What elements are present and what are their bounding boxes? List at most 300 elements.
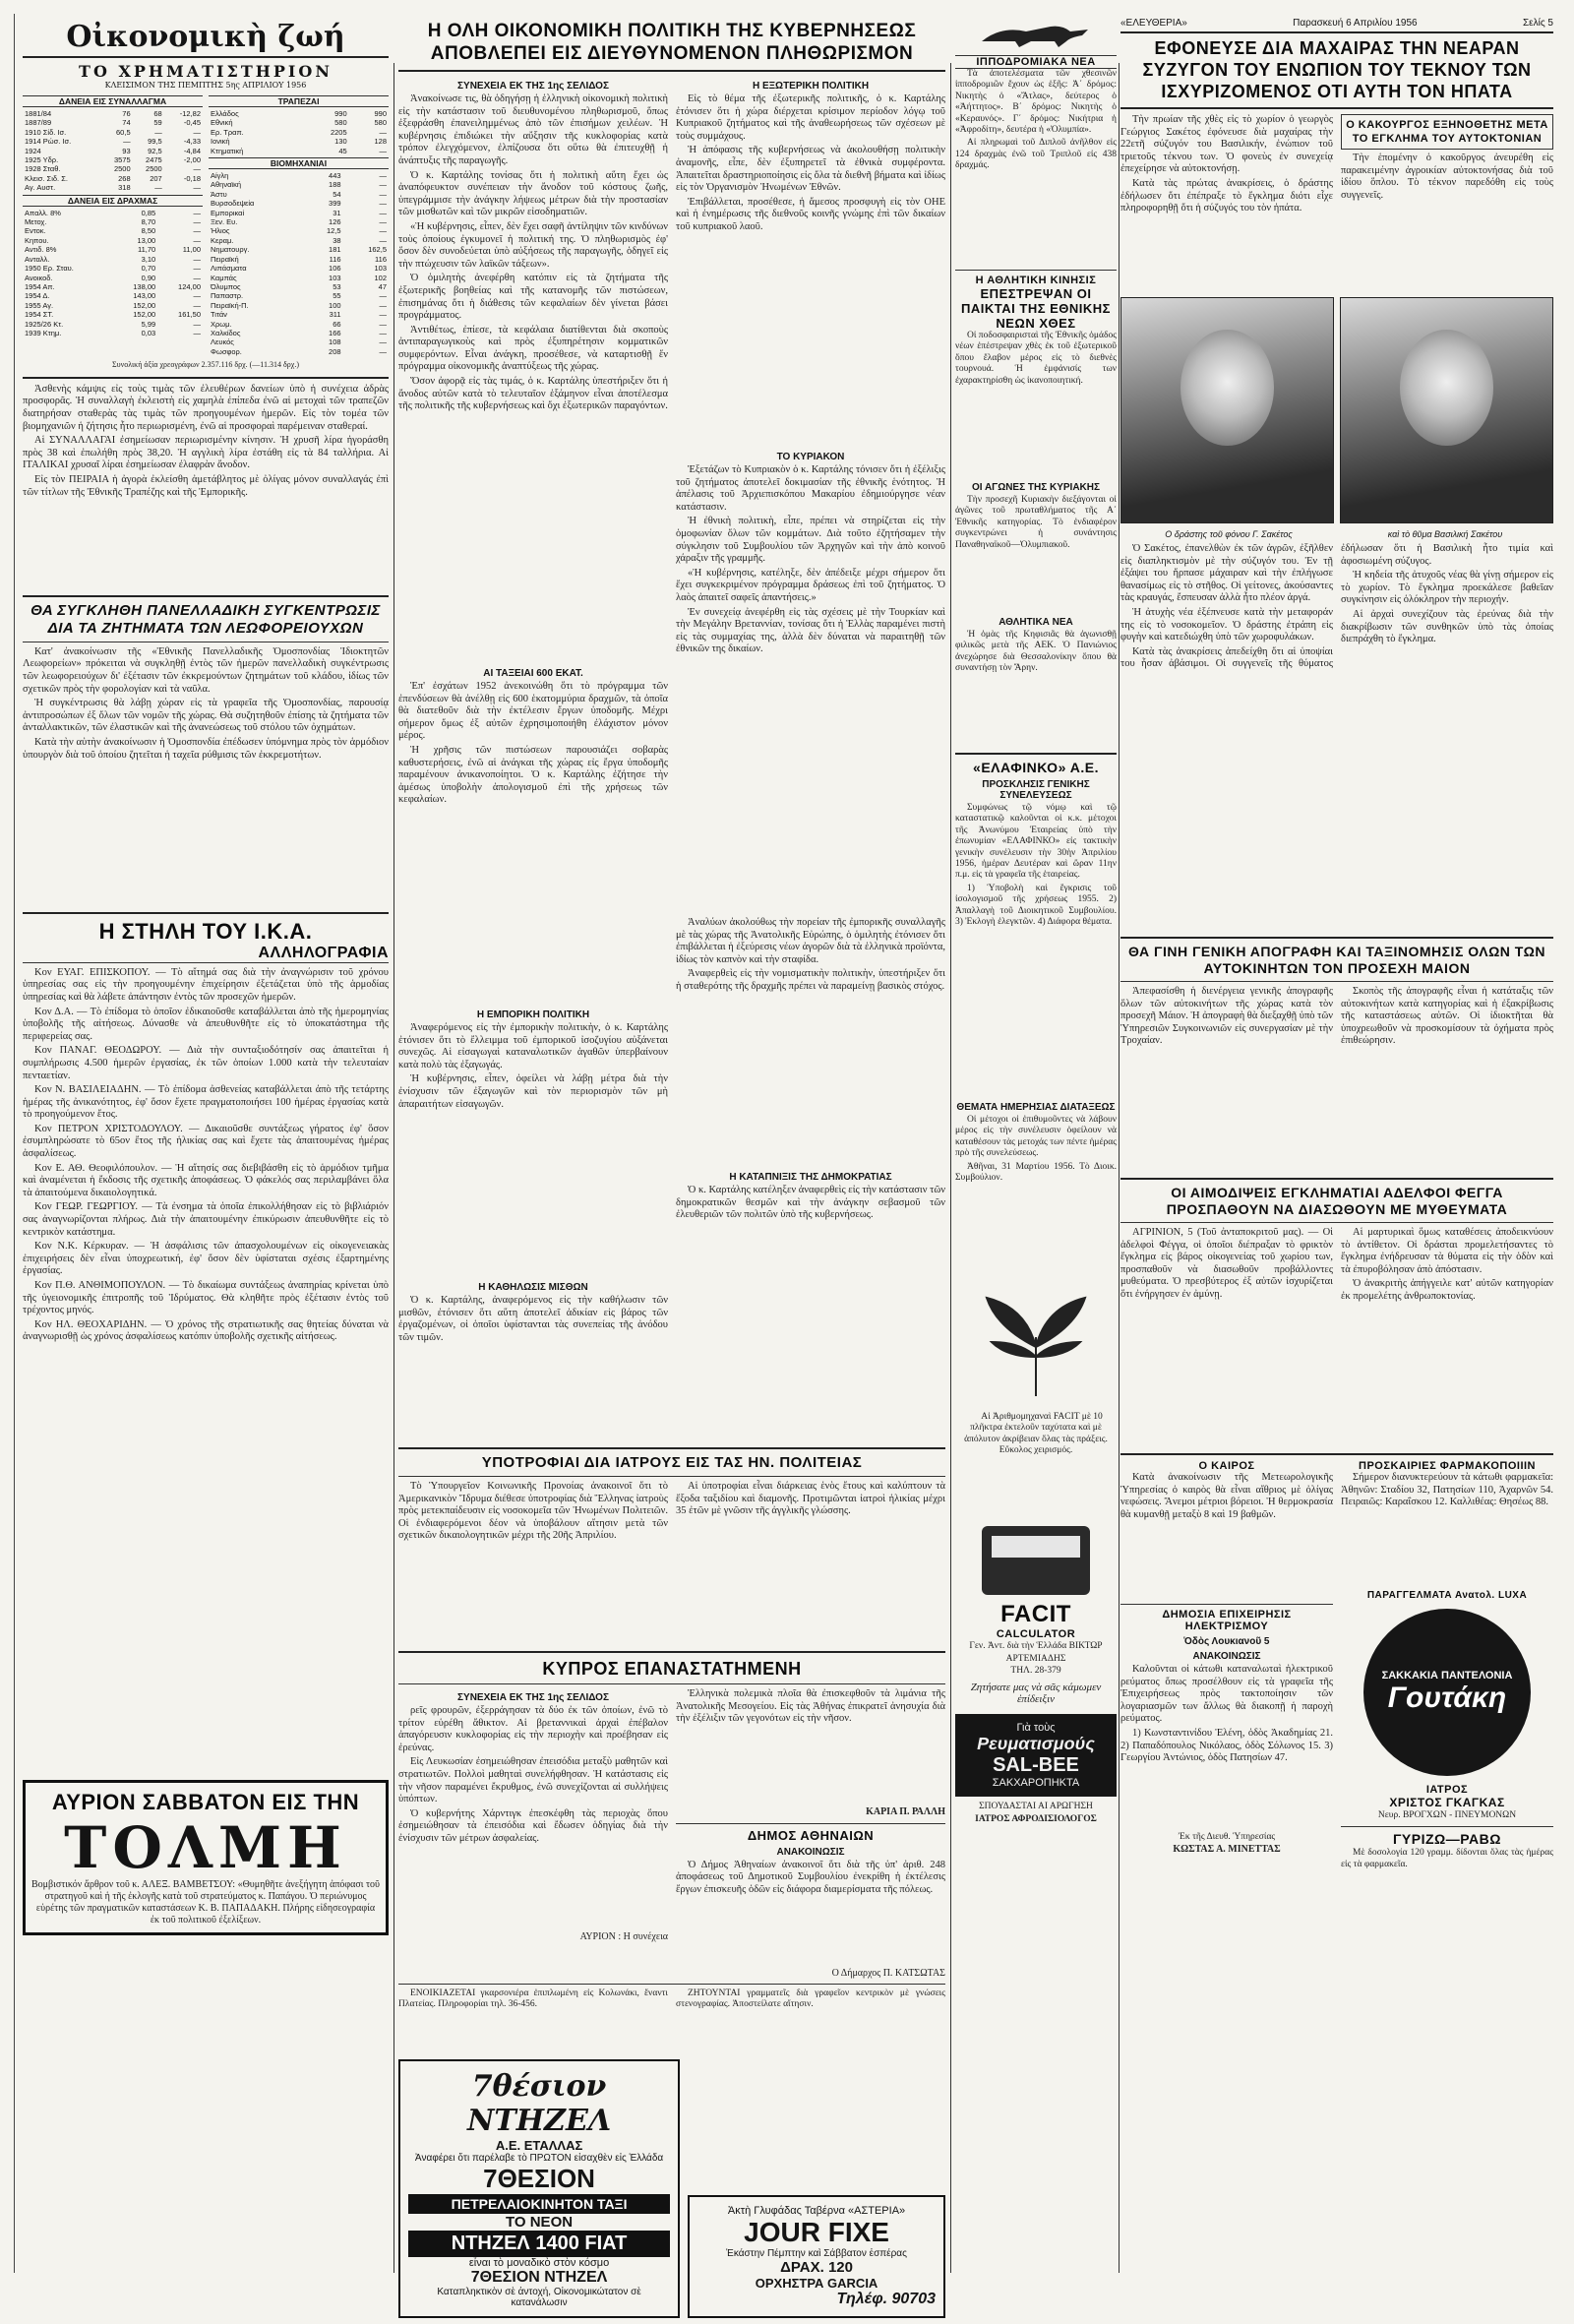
table-row (209, 347, 389, 356)
news-column (1120, 14, 1553, 2273)
table-row (209, 137, 389, 146)
row-value: 103 (329, 273, 341, 282)
row-label: 1914 Ρώσ. Ισ. (25, 137, 72, 147)
salbee-for: Γιὰ τοὺς (1016, 1721, 1056, 1734)
exchange-title: ΤΟ ΧΡΗΜΑΤΙΣΤΗΡΙΟΝ (79, 62, 333, 81)
murder-body-a: Τὴν πρωίαν τῆς χθὲς εἰς τὸ χωρίον ὁ γεωργὸς Γεώργιος Σακέτος ἐφόνευσε διὰ μαχαίρας τὴν 22ετῆ σύζυγόν του Βασιλικήν, ἐνώπιον τοῦ τριετοῦς τέκνου των. Ὁ φονεὺς ἐν συνεχείᾳ ἐπεχείρησε νὰ αὐτοκτονήσῃ. Κατὰ τὰς πρώτας ἀνακρίσεις, ὁ δράστης ἐδήλωσεν ὅτι ἐπέπραξε τὸ ἔγκλημα διότι εἶχε πληροφορηθῇ ὅτι ἡ σύζυγός του τὸν ἠπάτα. (1120, 114, 1333, 214)
row-value: — (193, 226, 201, 236)
row-value: — (154, 127, 162, 137)
row-value: 100 (329, 300, 341, 310)
row-value: — (379, 199, 387, 209)
table-row (209, 301, 389, 310)
row-label: Βυρσοδεψεία (211, 199, 255, 209)
facit-phone: ΤΗΛ. 28-379 (1010, 1666, 1061, 1677)
row-value: — (193, 208, 201, 217)
facit-body: Αἱ Ἀριθμομηχαναὶ FACIT μὲ 10 πλῆκτρα ἐκτελοῦν ταχύτατα καὶ μὲ ἀπόλυτον ἀκρίβειαν ὅλας τὰς πράξεις. Εὔκολος χειρισμός. (964, 1412, 1108, 1456)
sports-body: Οἱ ποδοσφαιρισταὶ τῆς Ἐθνικῆς ὁμάδος νέων ἐπέστρεψαν χθὲς ἐκ τοῦ ἐξωτερικοῦ ὅπου ἔλαβον μέρος εἰς τὸ διεθνὲς τουρνουά. Ἡ ἐμφάνισίς των ἐχαρακτηρίσθη ὡς ἱκανοποιητική. (955, 331, 1117, 386)
sports-sub2: ΑΘΛΗΤΙΚΑ ΝΕΑ (999, 617, 1073, 628)
row-label: Λευκός (211, 337, 234, 347)
facit-agent: Γεν. Ἀντ. διὰ τὴν Ἑλλάδα ΒΙΚΤΩΡ ΑΡΤΕΜΙΑΔΗΣ (969, 1641, 1103, 1664)
row-value: 143,00 (133, 291, 156, 301)
row-value: 162,5 (368, 245, 387, 255)
doctor-ad-name: ΧΡΙΣΤΟΣ ΓΚΑΓΚΑΣ (1389, 1796, 1505, 1809)
row-label: Εμπορικαί (211, 208, 245, 217)
table-row (23, 183, 203, 192)
table-row (209, 190, 389, 199)
row-value: 99,5 (148, 137, 162, 147)
column-signature: ΚΩΣΤΑΣ Α. ΜΙΝΕΤΤΑΣ (1173, 1843, 1281, 1855)
row-value: 399 (329, 199, 341, 209)
murder-body-c: Ὁ Σακέτος, ἐπανελθὼν ἐκ τῶν ἀγρῶν, ἐξῆλθεν εἰς διαπληκτισμὸν μὲ τὴν σύζυγόν του. Ἐν τῇ ἐξάψει του ἥρπασε μάχαιραν καὶ τὴν ἐπλήγωσε θανασίμως εἰς τὸ στῆθος. Οἱ γείτονες, ἀκούσαντες τὰς κραυγάς, ἔσπευσαν ἀλλὰ ἦτο πλέον ἀργά. Ἡ ἀτυχὴς νέα ἐξέπνευσε κατὰ τὴν μεταφοράν της εἰς τὸ νοσοκομεῖον. Ὁ δράστης ἐτράπη εἰς φυγὴν καὶ κατεδιώχθη ὑπὸ τῶν χωροφυλάκων. Κατὰ τὰς ἀνακρίσεις ἀπεδείχθη ὅτι αἱ ὑποψίαι του ἦσαν ἀβάσιμοι. Οἱ συγγενεῖς τῆς θύματος ἐδήλωσαν ὅτι ἡ Βασιλικὴ ἦτο τιμία καὶ ἀφοσιωμένη σύζυγος. Ἡ κηδεία τῆς ἀτυχοῦς νέας θὰ γίνῃ σήμερον εἰς τὸ χωρίον. Τὸ ἔγκλημα προεκάλεσε βαθεῖαν συγκίνησιν εἰς ὁλόκληρον τὴν περιοχήν. Αἱ ἀρχαὶ συνεχίζουν τὰς ἐρεύνας διὰ τὴν διακρίβωσιν τῶν συνθηκῶν ὑπὸ τὰς ὁποίας διεπράχθη τὸ ἔγκλημα. (1120, 543, 1553, 670)
doctor-line1: ΣΠΟΥΔΑΣΤΑΙ ΑΙ ΑΡΩΓΗΣΗ (979, 1801, 1093, 1811)
ika-subtitle: ΑΛΛΗΛΟΓΡΑΦΙΑ (23, 945, 389, 963)
murder-body-b: Τὴν ἑπομένην ὁ κακοῦργος ἀνευρέθη εἰς παρακειμένην ἀγροικίαν αὐτοκτονήσας διὰ τοῦ ἰδίου ὅπλου. Τὸ τέκνον παρεδόθη εἰς τοὺς συγγενεῖς. (1341, 153, 1553, 201)
row-value: 47 (378, 281, 387, 291)
table-row (23, 209, 203, 217)
photo-captions (1120, 529, 1553, 539)
athens-subtitle: ΑΝΑΚΟΙΝΩΣΙΣ (776, 1846, 845, 1858)
economy-column (23, 14, 389, 2273)
row-value: 207 (150, 173, 162, 183)
taxi-ad-repeat: 7ΘΕΣΙΟΝ ΝΤΗΖΕΛ (470, 2269, 608, 2287)
sports-body-c: Ἡ ὁμὰς τῆς Κηφισιᾶς θὰ ἀγωνισθῇ φιλικῶς μετὰ τῆς ΑΕΚ. Ὁ Πανιώνιος ἀνεχώρησε διὰ Θεσσαλονίκην ὅπου θὰ συναντήσῃ τὸν Ἄρην. (955, 630, 1117, 674)
table-row (209, 147, 389, 155)
row-value: 128 (374, 137, 387, 147)
table-row (23, 118, 203, 127)
subhead-600: ΑΙ ΤΑΞΕΙΑΙ 600 ΕΚΑΤ. (483, 668, 583, 679)
row-label: Χαλκίδος (211, 328, 241, 337)
row-label: Τιτάν (211, 310, 227, 320)
page-date: Παρασκευή 6 Απριλίου 1956 (1293, 18, 1418, 29)
table-row (23, 147, 203, 155)
row-label: 1950 Ερ. Σταυ. (25, 264, 74, 274)
row-value: 0,85 (141, 208, 156, 217)
row-value: — (379, 346, 387, 356)
table-row (209, 118, 389, 127)
row-label: Κηπου. (25, 235, 49, 245)
photo-victim (1340, 297, 1553, 523)
table-row (23, 282, 203, 291)
row-label: Απαλλ. 8% (25, 208, 61, 217)
table-row (23, 128, 203, 137)
policy-body-f: Ἐξετάζων τὸ Κυπριακὸν ὁ κ. Καρτάλης τόνισεν ὅτι ἡ ἐξέλιξις τοῦ ζητήματος ἀποτελεῖ δοκιμασίαν τῆς ἐθνικῆς ἑνότητος. Ἡ ἀπέλασις τοῦ Ἀρχιεπισκόπου Μακαρίου ἐδημιούργησε νέαν κατάστασιν. Ἡ ἐθνικὴ πολιτικὴ, εἶπε, πρέπει νὰ στηρίζεται εἰς τὴν ὁμοφωνίαν ὅλων τῶν κομμάτων. Διὰ τοῦτο ἐζητήσαμεν τὴν σύγκλησιν τοῦ Συμβουλίου τῶν Ἀρχηγῶν καὶ τὴν ἀπὸ κοινοῦ χάραξιν τῆς γραμμῆς. «Ἡ κυβέρνησις, κατέληξε, δὲν ἀπέδειξε μέχρι σήμερον ὅτι ἔχει συγκεκριμένον πρόγραμμα δράσεως ἐπὶ τοῦ ζητήματος. Ὁ λαὸς ἀπαιτεῖ σαφεῖς ἀπαντήσεις.» Ἐν συνεχείᾳ ἀνεφέρθη εἰς τὰς σχέσεις μὲ τὴν Τουρκίαν καὶ τὴν Μεγάλην Βρεταννίαν, τονίσας ὅτι ἡ Ἑλλὰς παραμένει πιστὴ εἰς τὰς συμμαχίας της, ἀλλὰ δὲν δύναται νὰ παραιτηθῇ τῶν ἐθνικῶν της δικαίων. (676, 464, 945, 655)
row-label: Παπαστρ. (211, 291, 244, 301)
row-value: 74 (122, 118, 131, 128)
ika-body: Κον ΕΥΑΓ. ΕΠΙΣΚΟΠΟΥ. — Τὸ αἴτημά σας διὰ τὴν ἀναγνώρισιν τοῦ χρόνου ὑπηρεσίας σας εἰς τὴν προηγουμένην ἐπιχείρησιν ἐξετάζεται ὑπὸ τῆς ἁρμοδίας ὑπηρεσίας καὶ θὰ λάβετε ἀπάντησιν ἐντὸς τῶν προσεχῶν ἡμερῶν. Κον Δ.Α. — Τὸ ἐπίδομα τὸ ὁποῖον ἐδικαιοῦσθε καταβάλλεται ἀπὸ τῆς ἡμερομηνίας ὑποβολῆς τῆς αἰτήσεως. Δύνασθε νὰ ἀπευθυνθῆτε εἰς τὸ ὑποκατάστημα τῆς περιφερείας σας. Κον ΠΑΝΑΓ. ΘΕΟΔΩΡΟΥ. — Διὰ τὴν συνταξιοδότησίν σας ἀπαιτεῖται ἡ συμπλήρωσις 4.500 ἡμερῶν ἐργασίας, ἐκ τῶν ὁποίων 1.000 κατὰ τὴν τελευταίαν πενταετίαν. Κον Ν. ΒΑΣΙΛΕΙΑΔΗΝ. — Τὸ ἐπίδομα ἀσθενείας καταβάλλεται ἀπὸ τῆς τετάρτης ἡμέρας τῆς ἀνικανότητος, ἐφ' ὅσον ἔχετε πραγματοποιήσει 100 ἡμέρας ἐργασίας κατὰ τὸ προηγούμενον ἔτος. Κον ΠΕΤΡΟΝ ΧΡΙΣΤΟΔΟΥΛΟΥ. — Δικαιοῦσθε συντάξεως γήρατος ἐφ' ὅσον ἐσυμπληρώσατε τὸ 65ον ἔτος τῆς ἡλικίας σας καὶ ἔχετε τὰς ἀπαιτουμένας ἡμέρας ἀσφαλίσεως. Κον Ε. ΑΘ. Θεοφιλόπουλον. — Ἡ αἴτησίς σας διεβιβάσθη εἰς τὸ ἁρμόδιον τμῆμα καὶ ἀναμένεται ἡ ἔκδοσις τῆς σχετικῆς ἀποφάσεως. Ὁ φάκελός σας περιλαμβάνει ὅλα τὰ ἀπαιτούμενα δικαιολογητικά. Κον ΓΕΩΡ. ΓΕΩΡΓΙΟΥ. — Τὰ ἐνσημα τὰ ὁποῖα ἐπικολλήθησαν εἰς τὸ βιβλιάριόν σας ἀναγνωρίζονται πλήρως. Διὰ τὴν ἀπαιτουμένην ἐπικύρωσιν ἀπευθυνθῆτε εἰς τὸ κεντρικὸν κατάστημα. Κον Ν.Κ. Κέρκυραν. — Ἡ ἀσφάλισις τῶν ἀπασχολουμένων εἰς οἰκογενειακὰς ἐπιχειρήσεις δὲν εἶναι ὑποχρεωτική, ἐφ' ὅσον δὲν ὑφίσταται σχέσις ἐξαρτημένης ἐργασίας. Κον Π.Θ. ΑΝΘΙΜΟΠΟΥΛΟΝ. — Τὸ δικαίωμα συντάξεως ἀναπηρίας κρίνεται ὑπὸ τῆς ὑγειονομικῆς ἐπιτροπῆς τοῦ Ἱδρύματος. Θὰ κληθῆτε πρὸς ἐξέτασιν ἐντὸς τοῦ τρέχοντος μηνός. Κον ΗΛ. ΘΕΟΧΑΡΙΔΗΝ. — Ὁ χρόνος τῆς στρατιωτικῆς σας θητείας δύναται νὰ ἀναγνωρισθῇ ὡς χρόνος ἀσφαλίσεως κατόπιν ὑποβολῆς σχετικῆς αἰτήσεως. (23, 966, 389, 1343)
table-row (23, 264, 203, 273)
subhead-cyprus-issue: ΤΟ ΚΥΡΙΑΚΟΝ (776, 452, 845, 462)
row-value: 106 (329, 264, 341, 274)
power-title: ΔΗΜΟΣΙΑ ΕΠΙΧΕΙΡΗΣΙΣ ΗΛΕΚΤΡΙΣΜΟΥ (1162, 1609, 1292, 1632)
table-row (23, 155, 203, 164)
cyprus-body-b: Ἑλληνικὰ πολεμικὰ πλοῖα θὰ ἐπισκεφθοῦν τὰ λιμάνια τῆς Ἀνατολικῆς Μεσογείου. Εἰς τὰς Ἀθήνας ἐπικρατεῖ ἀνησυχία διὰ τὴν ἐξέλιξιν τῶν γεγονότων εἰς τὴν νῆσον. (676, 1688, 945, 1725)
horse-logo (955, 14, 1117, 55)
row-value: -12,82 (179, 109, 201, 118)
row-value: — (379, 146, 387, 155)
table-row (209, 245, 389, 254)
bottom-section (1120, 1460, 1553, 1894)
pill-body: Μὲ δοσολογία 120 γραμμ. δίδονται ὅλας τὰς ἡμέρας εἰς τὰ φαρμακεῖα. (1341, 1847, 1553, 1870)
taverna-ad (688, 2195, 945, 2318)
classifieds: ΕΝΟΙΚΙΑΖΕΤΑΙ γκαρσονιέρα ἐπιπλωμένη εἰς Κολωνάκι, ἔναντι Πλατείας. Πληροφορίαι τηλ. 36-456. ΖΗΤΟΥΝΤΑΙ γραμματεῖς διὰ γραφεῖον κεντρικὸν μὲ γνώσεις στενογραφίας. Ἀποστείλατε αἴτησιν. (398, 1988, 945, 2010)
facit-leaf-graphic (977, 1288, 1095, 1406)
table-row (23, 245, 203, 254)
table-row (209, 226, 389, 235)
row-value: 208 (329, 346, 341, 356)
row-value: 0,90 (141, 273, 156, 282)
policy-text-columns (398, 77, 945, 1442)
row-value: 11,00 (182, 245, 201, 255)
row-value: — (379, 328, 387, 337)
table-row (23, 310, 203, 319)
goutaki-ad-text: ΣΑΚΚΑΚΙΑ ΠΑΝΤΕΛΟΝΙΑ (1381, 1670, 1513, 1682)
doctor-ad-specialty: Νευρ. ΒΡΟΓΧΩΝ - ΠΝΕΥΜΟΝΩΝ (1377, 1810, 1517, 1820)
loans-title: ΔΑΝΕΙΑ ΕΙΣ ΣΥΝΑΛΛΑΓΜΑ (23, 95, 203, 107)
row-value: 93 (122, 146, 131, 155)
signature: ΚΑΡΙΑ Π. ΡΑΛΛΗ (866, 1806, 945, 1817)
row-label: 1887/89 (25, 118, 52, 128)
table-row (209, 209, 389, 217)
row-value: 116 (375, 254, 387, 264)
table-row (209, 171, 389, 180)
row-value: — (379, 310, 387, 320)
row-label: Αντιδ. 8% (25, 245, 57, 255)
cyprus-title: ΚΥΠΡΟΣ ΕΠΑΝΑΣΤΑΤΗΜΕΝΗ (542, 1659, 802, 1679)
census-title: ΘΑ ΓΙΝΗ ΓΕΝΙΚΗ ΑΠΟΓΡΑΦΗ ΚΑΙ ΤΑΞΙΝΟΜΗΣΙΣ ΟΛΩΝ ΤΩΝ ΑΥΤΟΚΙΝΗΤΩΝ ΤΟΝ ΠΡΟΣΕΧΗ ΜΑΙΟΝ (1128, 944, 1545, 976)
row-label: Κλεισ. Σιδ. Σ. (25, 173, 68, 183)
row-label: Εντοκ. (25, 226, 46, 236)
row-value: — (379, 291, 387, 301)
table-row (23, 255, 203, 264)
row-value: 138,00 (133, 281, 156, 291)
taxi-ad-brand: 7θέσιον ΝΤΗΖΕΛ (466, 2069, 612, 2139)
row-value: 188 (329, 180, 341, 190)
elafiko-subtitle: ΠΡΟΣΚΛΗΣΙΣ ΓΕΝΙΚΗΣ ΣΥΝΕΛΕΥΣΕΩΣ (982, 779, 1090, 801)
murder-subtitle: Ο ΚΑΚΟΥΡΓΟΣ ΕΞΗΝΟΘΕΤΗΣ ΜΕΤΑ ΤΟ ΕΓΚΛΗΜΑ ΤΟΥ ΑΥΤΟΚΤΟΝΙΑΝ (1341, 114, 1553, 150)
policy-body-e: Ὁ κ. Καρτάλης, ἀναφερόμενος εἰς τὴν καθήλωσιν τῶν μισθῶν, ἐτόνισεν ὅτι αὕτη ἀποτελεῖ ἀδικίαν εἰς βάρος τῶν ἐργαζομένων, οἱ ὁποῖοι ὑφίστανται τὰς συνεπείας τῆς ἀνόδου τῶν τιμῶν. (398, 1295, 668, 1343)
brothers-body: ΑΓΡΙΝΙΟΝ, 5 (Τοῦ ἀνταποκριτοῦ μας). — Οἱ ἀδελφοὶ Φέγγα, οἱ ὁποῖοι διέπραξαν τὸ φρικτὸν ἔγκλημα εἰς βάρος οἰκογενείας τοῦ χωρίου των, προσπαθοῦν νὰ διασωθοῦν προβάλλοντες μυθεύματα. Ὁ πρεσβύτερος ἐξ αὐτῶν ἰσχυρίζεται ὅτι ἐνήργησεν ἐν ἀμύνῃ. Αἱ μαρτυρικαὶ ὅμως καταθέσεις ἀποδεικνύουν τὸ ἀντίθετον. Οἱ δράσται προμελετήσαντες τὸ ἔγκλημα ἐνήδρευσαν τὰ θύματα εἰς τὴν ὁδὸν καὶ τὰ ἐπυροβόλησαν ἀπὸ ἀπόστασιν. Ὁ ἀνακριτὴς ἀπήγγειλε κατ' αὐτῶν κατηγορίαν ἐκ προμελέτης ἀνθρωποκτονίας. (1120, 1227, 1553, 1302)
policy-title: Η ΟΛΗ ΟΙΚΟΝΟΜΙΚΗ ΠΟΛΙΤΙΚΗ ΤΗΣ ΚΥΒΕΡΝΗΣΕΩΣ ΑΠΟΒΛΕΠΕΙ ΕΙΣ ΔΙΕΥΘΥΝΟΜΕΝΟΝ ΠΛΗΘΩΡΙΣΜΟΝ (427, 21, 917, 64)
row-label: 1881/84 (25, 109, 52, 118)
sports-body-b: Τὴν προσεχῆ Κυριακὴν διεξάγονται οἱ ἀγῶνες τοῦ πρωταθλήματος τῆς Α΄ Ἐθνικῆς κατηγορίας. Τὸ ἐνδιαφέρον συγκεντρώνει ἡ συνάντησις Παναθηναϊκοῦ—Ὀλυμπιακοῦ. (955, 495, 1117, 550)
elafiko-body: Συμφώνως τῷ νόμῳ καὶ τῷ καταστατικῷ καλοῦνται οἱ κ.κ. μέτοχοι τῆς Ἀνωνύμου Ἑταιρείας ὑπὸ τὴν ἐπωνυμίαν «ΕΛΑΦΙΝΚΟ» εἰς τακτικὴν γενικὴν συνέλευσιν τὴν 30ὴν Ἀπριλίου 1956, ἡμέραν Δευτέραν καὶ ὥραν 11ην π.μ. εἰς τὰ γραφεῖα τῆς ἑταιρείας. 1) Ὑποβολὴ καὶ ἔγκρισις τοῦ ἰσολογισμοῦ τῆς χρήσεως 1955. 2) Ἀπαλλαγὴ τοῦ Διοικητικοῦ Συμβουλίου. 3) Ἐκλογὴ ἐλεγκτῶν. 4) Διάφορα θέματα. (955, 803, 1117, 928)
row-value: — (379, 337, 387, 347)
row-value: 60,5 (116, 127, 131, 137)
row-value: 38 (333, 235, 341, 245)
row-value: 2500 (146, 164, 162, 174)
row-value: 11,70 (138, 245, 156, 255)
row-label: 1954 Απ. (25, 281, 55, 291)
row-label: 1954 ΣΤ. (25, 310, 54, 320)
row-value: 8,70 (141, 217, 156, 227)
census-body: Ἀπεφασίσθη ἡ διενέργεια γενικῆς ἀπογραφῆς ὅλων τῶν αὐτοκινήτων τῆς χώρας κατὰ τὸν προσεχῆ Μάιον. Ἡ ἀπογραφὴ θὰ διεξαχθῇ ὑπὸ τῶν Ὑπηρεσιῶν Συγκοινωνιῶν εἰς συνεργασίαν μὲ τὴν Τροχαίαν. Σκοπὸς τῆς ἀπογραφῆς εἶναι ἡ κατάταξις τῶν αὐτοκινήτων κατὰ κατηγορίας καὶ ἡ ἐξακρίβωσις τῆς καταστάσεως αὐτῶν. Οἱ ἰδιοκτῆται θὰ ὑποχρεωθοῦν νὰ προσκομίσουν τὰ ὀχήματα πρὸς ἐπιθεώρησιν. (1120, 986, 1553, 1047)
row-label: Ανταλλ. (25, 254, 50, 264)
taxi-ad (398, 2059, 680, 2318)
taxi-ad-seats: 7ΘΕΣΙΟΝ (483, 2164, 595, 2194)
exchange-date: ΚΛΕΙΣΙΜΟΝ ΤΗΣ ΠΕΜΠΤΗΣ 5ης ΑΠΡΙΛΙΟΥ 1956 (104, 81, 307, 90)
row-label: 1955 Αγ. (25, 300, 54, 310)
row-value: 990 (334, 109, 347, 118)
row-value: 76 (122, 109, 131, 118)
row-value: 53 (333, 281, 341, 291)
doctor-line2: ΙΑΤΡΟΣ ΑΦΡΟΔΙΣΙΟΛΟΓΟΣ (975, 1813, 1097, 1824)
row-value: 31 (333, 208, 341, 217)
row-label: Ανοικοδ. (25, 273, 53, 282)
subhead-wages: Η ΚΑΘΗΛΩΣΙΣ ΜΙΣΘΩΝ (478, 1282, 588, 1293)
row-value: -4,33 (183, 137, 201, 147)
market-total: Συνολική ἀξία χρεογράφων 2.357.116 δρχ. (—11.314 δρχ.) (112, 360, 299, 370)
row-value: — (379, 226, 387, 236)
row-value: 126 (329, 217, 341, 227)
taverna-ad-orchestra: ΟΡΧΗΣΤΡΑ GARCIA (755, 2276, 878, 2292)
row-value: 68 (153, 109, 162, 118)
row-value: 2475 (146, 155, 162, 165)
row-value: 0,03 (141, 328, 156, 337)
industries-title: ΒΙΟΜΗΧΑΝΙΑΙ (209, 157, 389, 169)
row-value: 12,5 (326, 226, 341, 236)
row-value: — (379, 217, 387, 227)
taxi-ad-new: ΤΟ ΝΕΟΝ (506, 2214, 574, 2232)
row-value: 152,00 (133, 310, 156, 320)
table-row (209, 236, 389, 245)
taxi-ad-unique: εἶναι τὸ μοναδικὸ στὸν κόσμο (468, 2257, 610, 2270)
row-value: 318 (118, 183, 131, 193)
taxi-ad-intro: Ἀναφέρει ὅτι παρέλαβε τὸ ΠΡΩΤΟΝ εἰσαχθὲν εἰς Ἑλλάδα (414, 2153, 664, 2165)
row-value: — (193, 291, 201, 301)
row-value: 311 (329, 310, 341, 320)
table-row (23, 329, 203, 337)
row-label: Ελλάδος (211, 109, 239, 118)
table-row (209, 255, 389, 264)
row-value: — (193, 264, 201, 274)
row-label: Ιονική (211, 137, 230, 147)
row-label: Πειραϊκή (211, 254, 239, 264)
row-label: Καμπάς (211, 273, 237, 282)
row-value: 59 (153, 118, 162, 128)
row-value: — (123, 137, 131, 147)
row-label: Πειραϊκή-Π. (211, 300, 249, 310)
cyprus-continued: ΣΥΝΕΧΕΙΑ ΕΚ ΤΗΣ 1ης ΣΕΛΙΔΟΣ (457, 1692, 609, 1703)
policy-body-h: Ὁ κ. Καρτάλης κατέληξεν ἀναφερθεὶς εἰς τὴν κατάστασιν τῶν δημοκρατικῶν θεσμῶν καὶ τὴν ἀνάγκην σεβασμοῦ τῶν ἐλευθεριῶν τῶν πολιτῶν ὑπὸ τῆς κυβερνήσεως. (676, 1185, 945, 1221)
tolmi-ad-text: Βομβιστικόν ἄρθρον τοῦ κ. ΑΛΕΞ. ΒΑΜΒΕΤΣΟΥ: «Θυμηθῆτε ἀνεξήγητη ἀπόφασι τοῦ στρατηγοῦ καὶ ἡ τῆς ἐκλογῆς κατὰ τοῦ στρατεύματος κ. Παπάγου. Ὁ περιώνυμος εὑρέτης τῶν πραγματικῶν καταστάσεων Κ. Β. ΠΑΠΑΔΑΚΗ. Πλήρης εἰδησεογραφία ἐκ τοῦ πολιτικοῦ ἐξελίξεων. (31, 1878, 380, 1926)
row-value: 92,5 (148, 146, 162, 155)
cyprus-body-a: ρεῖς φρουρῶν, ἐξερράγησαν τὰ δύο ἐκ τῶν ὁποίων, ἐνῶ τὸ τρίτον εὑρέθη ἄθικτον. Αἱ βρεταννικαὶ ἀρχαὶ ἐπέβαλον ἀπαγόρευσιν κυκλοφορίας εἰς τὴν περιοχὴν καὶ προέβησαν εἰς ἐρεύνας. Εἰς Λευκωσίαν ἐσημειώθησαν ἐπεισόδια μεταξὺ μαθητῶν καὶ στρατιωτῶν. Πολλοὶ μαθηταὶ συνελήφθησαν. Ἡ κατάστασις εἰς τὴν νῆσον παραμένει ἔκρυθμος, ἐνῶ συνεχίζονται αἱ συλλήψεις ὑπόπτων. Ὁ κυβερνήτης Χάρντιγκ ἐπεσκέφθη τὰς περιοχὰς ὅπου ἐσημειώθησαν τὰ ἐπεισόδια καὶ ἔδωσεν ὁδηγίας διὰ τὴν ἐνίσχυσιν τῶν μέτρων ἀσφαλείας. (398, 1705, 668, 1844)
table-row (23, 291, 203, 300)
row-value: — (193, 235, 201, 245)
goutaki-ad (1363, 1609, 1531, 1776)
horse-racing-icon (972, 18, 1100, 51)
loans-table (23, 109, 203, 193)
table-row (209, 329, 389, 337)
row-value: 580 (334, 118, 347, 128)
table-row (209, 264, 389, 273)
row-value: 990 (374, 109, 387, 118)
doctors-body: Τὸ Ὑπουργεῖον Κοινωνικῆς Προνοίας ἀνακοινοῖ ὅτι τὸ Ἀμερικανικὸν Ἵδρυμα διέθεσε ὑποτροφίας διὰ Ἕλληνας ἰατροὺς πρὸς μετεκπαίδευσιν εἰς νοσοκομεῖα τῶν Ἡνωμένων Πολιτειῶν. Οἱ ἐνδιαφερόμενοι δέον νὰ ὑποβάλουν αἴτησιν μετὰ τῶν σχετικῶν δικαιολογητικῶν μέχρι τῆς 20ῆς Ἀπριλίου. Αἱ ὑποτροφίαι εἶναι διάρκειας ἑνὸς ἔτους καὶ καλύπτουν τὰ ἔξοδα ταξιδίου καὶ διαμονῆς. Προτιμῶνται ἰατροὶ ἡλικίας μέχρι 35 ἐτῶν μὲ γνῶσιν τῆς ἀγγλικῆς γλώσσης. (398, 1481, 945, 1542)
doctors-title: ΥΠΟΤΡΟΦΙΑΙ ΔΙΑ ΙΑΤΡΟΥΣ ΕΙΣ ΤΑΣ ΗΝ. ΠΟΛΙΤΕΙΑΣ (481, 1454, 863, 1471)
policy-body-c: Ἐπ' ἐσχάτων 1952 ἀνεκοινώθη ὅτι τὸ πρόγραμμα τῶν ἐπενδύσεων θὰ ἀνέλθῃ εἰς 600 ἑκατομμύρια δραχμῶν, τὰ ὁποῖα θὰ διατεθοῦν διὰ τὴν ἐκτέλεσιν ἔργων ὑποδομῆς. Μέχρι σήμερον ὅμως ἐξ αὐτῶν ἐχρησιμοποιήθη ἐλάχιστον μόνον μέρος. Ἡ χρῆσις τῶν πιστώσεων παρουσιάζει σοβαρὰς καθυστερήσεις, ἐνῶ αἱ ἀνάγκαι τῆς χώρας εἰς ἔργα ὑποδομῆς παραμένουν ἀνικανοποίητοι. Ὁ κ. Καρτάλης ἐζήτησε τὴν ἀμέσως ὑποβολὴν ἀπολογισμοῦ ἐπὶ τῆς χρήσεως τῶν κεφαλαίων. (398, 681, 668, 806)
power-sign: Ἐκ τῆς Διευθ. Ὑπηρεσίας (1178, 1832, 1276, 1842)
taverna-ad-price: ΔΡΑΧ. 120 (780, 2259, 853, 2277)
policy-body-b: Εἰς τὸ θέμα τῆς ἐξωτερικῆς πολιτικῆς, ὁ κ. Καρτάλης ἐτόνισεν ὅτι ἡ χώρα διέρχεται κρίσιμον περίοδον λόγῳ τοῦ Κυπριακοῦ ζητήματος καὶ τῆς ἀναθεωρήσεως τῶν σχέσεων μὲ τοὺς συμμάχους. Ἡ ἀπόφασις τῆς κυβερνήσεως νὰ ἀκολουθήσῃ πολιτικὴν ἀναμονῆς, εἶπε, δὲν ἐξυπηρετεῖ τὰ ἐθνικὰ συμφέροντα. Ἀπαιτεῖται δραστηριοποίησις εἰς ὅλα τὰ διεθνῆ βήματα καὶ ἰδίως εἰς τὸν Ὀργανισμὸν Ἡνωμένων Ἐθνῶν. Ἐπιβάλλεται, προσέθεσε, ἡ ἄμεσος προσφυγὴ εἰς τὸν ΟΗΕ καὶ ἡ ἐνημέρωσις τῆς διεθνοῦς κοινῆς γνώμης ἐπὶ τῶν δικαίων τοῦ κυπριακοῦ λαοῦ. (676, 93, 945, 232)
row-value: 2205 (330, 127, 347, 137)
row-value: -4,84 (183, 146, 201, 155)
row-value: — (193, 183, 201, 193)
policy-column (398, 14, 945, 2309)
page-number: Σελίς 5 (1522, 18, 1553, 29)
pharmacies-title2: ΠΑΡΑΓΓΕΛΜΑΤΑ Ανατολ. LUXA (1366, 1590, 1528, 1601)
caption-perpetrator: Ο δράστης τοῦ φόνου Γ. Σακέτος (1165, 529, 1293, 539)
row-label: Αίγλη (211, 171, 229, 181)
article-buses-title: ΘΑ ΣΥΓΚΛΗΘΗ ΠΑΝΕΛΛΑΔΙΚΗ ΣΥΓΚΕΝΤΡΩΣΙΣ ΔΙΑ ΤΑ ΖΗΤΗΜΑΤΑ ΤΩΝ ΛΕΩΦΟΡΕΙΟΥΧΩΝ (30, 601, 381, 637)
row-label: Λιπάσματα (211, 264, 247, 274)
market-tables (23, 93, 389, 356)
table-row (209, 291, 389, 300)
taverna-ad-phone: Τηλέφ. 90703 (836, 2291, 936, 2308)
table-row (209, 310, 389, 319)
sports-column (955, 14, 1117, 2273)
elafiko-title: «ΕΛΑΦΙΝΚΟ» Α.Ε. (973, 760, 1099, 775)
row-value: 0,70 (141, 264, 156, 274)
taxi-ad-taxi: ΠΕΤΡΕΛΑΙΟΚΙΝΗΤΟΝ ΤΑΞΙ (408, 2194, 670, 2214)
row-label: 1924 (25, 146, 41, 155)
row-value: — (193, 328, 201, 337)
policy-body-g: Ἀναλύων ἀκολούθως τὴν πορείαν τῆς ἐμπορικῆς συναλλαγῆς μὲ τὰς χώρας τῆς Ἀνατολικῆς Εὐρώπης, ὁ ὁμιλητὴς ἐτόνισεν ὅτι ἐπιβάλλεται ἡ ἐξεύρεσις νέων ἀγορῶν διὰ τὰ ἑλληνικὰ προϊόντα, ἰδίως τὸν καπνὸν καὶ τὴν σταφίδα. Ἀναφερθεὶς εἰς τὴν νομισματικὴν πολιτικὴν, ὑπεστήριξεν ὅτι ἡ σταθερότης τῆς δραχμῆς πρέπει νὰ παραμείνῃ βασικὸς στόχος. (676, 917, 945, 992)
policy-body-d: Ἀναφερόμενος εἰς τὴν ἐμπορικὴν πολιτικὴν, ὁ κ. Καρτάλης ἐτόνισεν ὅτι τὸ ἔλλειμμα τοῦ ἐμπορικοῦ ἰσοζυγίου αὐξάνεται συνεχῶς. Αἱ εἰσαγωγαὶ καταναλωτικῶν ἀγαθῶν ὑπερβαίνουν κατὰ πολὺ τὰς ἐξαγωγάς. Ἡ κυβέρνησις, εἶπεν, ὀφείλει νὰ λάβῃ μέτρα διὰ τὴν ἐνίσχυσιν τῶν ἐξαγωγῶν καὶ τὸν περιορισμὸν τῶν μὴ ἀπαραιτήτων εἰσαγωγῶν. (398, 1022, 668, 1110)
row-value: 108 (329, 337, 341, 347)
photo-row (1120, 297, 1553, 523)
row-value: — (379, 300, 387, 310)
row-label: Ήλιος (211, 226, 230, 236)
facit-subtitle: CALCULATOR (996, 1628, 1076, 1640)
row-value: 8,50 (141, 226, 156, 236)
taxi-ad-model: ΝΤΗΖΕΛ 1400 FIAT (408, 2231, 670, 2257)
pharmacies-title: ΠΡΟΣΚΑΙΡΙΕΣ ΦΑΡΜΑΚΟΠΟΙΙΙΝ (1359, 1460, 1536, 1472)
taxi-ad-footer: Καταπληκτικὸν σὲ ἀντοχή, Οἰκονομικώτατον σὲ κατανάλωσιν (437, 2287, 641, 2309)
table-row (209, 180, 389, 189)
banks-title: ΤΡΑΠΕΖΑΙ (209, 95, 389, 107)
elafiko-subtitle2: ΘΕΜΑΤΑ ΗΜΕΡΗΣΙΑΣ ΔΙΑΤΑΞΕΩΣ (956, 1102, 1116, 1113)
row-value: — (193, 127, 201, 137)
industries-table (209, 171, 389, 356)
brothers-title: ΟΙ ΑΙΜΟΔΙΨΕΙΣ ΕΓΚΛΗΜΑΤΙΑΙ ΑΔΕΛΦΟΙ ΦΕΓΓΑ ΠΡΟΣΠΑΘΟΥΝ ΝΑ ΔΙΑΣΩΘΟΥΝ ΜΕ ΜΥΘΕΥΜΑΤΑ (1166, 1185, 1508, 1217)
row-label: Κεραμ. (211, 235, 234, 245)
table-row (23, 301, 203, 310)
tolmi-ad-line: ΑΥΡΙΟΝ ΣΑΒΒΑΤΟΝ ΕΙΣ ΤΗΝ (51, 1789, 360, 1814)
taxi-ad-company: Α.Ε. ΕΤΑΛΛΑΣ (495, 2138, 583, 2154)
subhead-foreign: Η ΕΞΩΤΕΡΙΚΗ ΠΟΛΙΤΙΚΗ (752, 81, 870, 92)
subhead-commerce: Η ΕΜΠΟΡΙΚΗ ΠΟΛΙΤΙΚΗ (476, 1009, 590, 1020)
row-value: 181 (329, 245, 341, 255)
taverna-ad-place: Ἀκτὴ Γλυφάδας Ταβέρνα «ΑΣΤΕΡΙΑ» (727, 2205, 906, 2218)
row-value: 102 (374, 273, 387, 282)
section-title: Οἰκονομικὴ ζωή (23, 14, 389, 58)
row-value: 443 (329, 171, 341, 181)
table-row (209, 282, 389, 291)
taverna-ad-days: Ἐκάστην Πέμπτην καὶ Σάββατον ἑσπέρας (726, 2248, 907, 2260)
row-value: — (379, 235, 387, 245)
column-rule (1119, 63, 1120, 2273)
table-row (209, 274, 389, 282)
athens-title: ΔΗΜΟΣ ΑΘΗΝΑΙΩΝ (747, 1827, 875, 1843)
row-label: Ερ. Τραπ. (211, 127, 244, 137)
power-subtitle: ΑΝΑΚΟΙΝΩΣΙΣ (1192, 1651, 1261, 1662)
row-value: 54 (333, 189, 341, 199)
row-value: 103 (374, 264, 387, 274)
calculator-illustration (982, 1526, 1090, 1595)
row-value: -2,00 (183, 155, 201, 165)
facit-demo: Ζητήσατε μας νὰ σᾶς κάμωμεν ἐπίδειξιν (970, 1681, 1102, 1706)
row-value: — (379, 180, 387, 190)
table-row (23, 320, 203, 329)
table-row (209, 320, 389, 329)
row-label: Κτηματική (211, 146, 244, 155)
row-value: 268 (118, 173, 131, 183)
policy-continued: ΣΥΝΕΧΕΙΑ ΕΚ ΤΗΣ 1ης ΣΕΛΙΔΟΣ (457, 81, 609, 92)
athens-body: Ὁ Δήμος Ἀθηναίων ἀνακοινοῖ ὅτι διὰ τῆς ὑπ' ἀριθ. 248 ἀποφάσεως τοῦ Δημοτικοῦ Συμβουλίου ἐνεκρίθη ἡ ἐκτέλεσις ἔργων ἐπισκευῆς ὁδῶν εἰς διάφορα διαμερίσματα τῆς πόλεως. (676, 1859, 945, 1895)
row-label: 1910 Σίδ. Ισ. (25, 127, 67, 137)
table-row (209, 128, 389, 137)
row-label: Νηματουργ. (211, 245, 250, 255)
row-value: — (193, 319, 201, 329)
row-label: Μετοχ. (25, 217, 47, 227)
row-value: 3,10 (141, 254, 156, 264)
photo-perpetrator (1120, 297, 1334, 523)
table-row (23, 236, 203, 245)
weather-body: Κατὰ ἀνακοίνωσιν τῆς Μετεωρολογικῆς Ὑπηρεσίας ὁ καιρὸς θὰ εἶναι αἴθριος μὲ ὀλίγας νεφώσεις. Ἄνεμοι μέτριοι βόρειοι. Ἡ θερμοκρασία θὰ κυμανθῇ μεταξὺ 8 καὶ 19 βαθμῶν. (1120, 1472, 1333, 1520)
row-value: — (379, 319, 387, 329)
salbee-ad (955, 1714, 1117, 1797)
market-commentary: Ἀσθενὴς κάμψις εἰς τοὺς τιμὰς τῶν ἐλευθέρων δανείων ὑπὸ ἡ συνέχεια ἀδρὰς προσφορᾶς. Ἡ συναλλαγὴ ἐκλειστὴ εἰς χαμηλὰ ἐπίπεδα ἐνῶ αἱ μετοχαὶ τῶν τραπεζῶν διατηρήσαν σταθερὰς τὰς τιμὰς τῶν προηγουμένων ἡμερῶν. Εἰς τὸν τομέα τῶν βιομηχανιῶν ἡ ζήτησις ἦτο περιωρισμένη, ἐνῶ αἱ προσφοραὶ παρέμειναν σταθεραί. Αἱ ΣΥΝΑΛΛΑΓΑΙ ἐσημείωσαν περιωρισμένην κίνησιν. Ἡ χρυσῆ λίρα ἠγοράσθη πρὸς 38 καὶ ἐπωλήθη πρὸς 38,20. Ἡ αγγλικὴ λίρα ἐστάθη εἰς τὰ 84 ταλλήρια. Αἱ ΙΤΑΛΙΚΑΙ χρυσαῖ λίραι ἐσημείωσαν ἐλαφρὰν ἄνοδον. Εἰς τὸν ΠΕΙΡΑΙΑ ἡ ἀγορὰ ἐκλείσθη ἀμετάβλητος μὲ ὀλίγας μόνον συναλλαγάς ἐπὶ τῶν τίτλων τῆς Ἐθνικῆς Τραπέζης καὶ τῆς Ἐμπορικῆς. (23, 383, 389, 498)
article-buses-body: Κατ' ἀνακοίνωσιν τῆς «Ἑθνικῆς Πανελλαδικῆς Ὁμοσπονδίας Ἰδιοκτητῶν Λεωφορείων» πρόκειται νὰ συγκληθῇ ἐντὸς τῶν ἡμερῶν πανελλαδικὴ συγκέντρωσις τῶν λεωφορειούχων δι' ἐξέτασιν τῶν ἐκκρεμούντων ζητημάτων τοῦ κλάδου, ἰδίως τῶν σχετικῶν πρὸς τὴν φορολογίαν καὶ τὰ ναῦλα. Ἡ συγκέντρωσις θὰ λάβῃ χώραν εἰς τὰ γραφεῖα τῆς Ὁμοσπονδίας, παρουσίᾳ ἀντιπροσώπων ἐξ ὅλων τῶν νομῶν τῆς χώρας. Θὰ συζητηθοῦν ἐπίσης τὰ ζητήματα τῶν ἀνταλλακτικῶν, τῶν ἐλαστικῶν καὶ τῆς ἀνανεώσεως τοῦ στόλου τῶν ὀχημάτων. Κατὰ τὴν αὐτὴν ἀνακοίνωσιν ἡ Ὁμοσπονδία ἐπέδωσεν ὑπόμνημα πρὸς τὸν ἁρμόδιον ὑπουργὸν διὰ τοῦ ὁποίου ζητεῖται ἡ ταχεῖα ρύθμισις τῶν ἐκκρεμοτήτων. (23, 645, 389, 761)
racing-body: Τὰ ἀποτελέσματα τῶν χθεσινῶν ἱπποδρομιῶν ἔχουν ὡς ἑξῆς: Ἀ΄ δρόμος: Νικητὴς ὁ «Ἄτλας», δεύτερος ὁ «Ἀήττητος». Β΄ δρόμος: Νικητὴς ὁ «Κεραυνός». Γ΄ δρόμος: Νικήτρια ἡ «Ἀφροδίτη», δευτέρα ἡ «Ὀλυμπία». Αἱ πληρωμαὶ τοῦ Διπλοῦ ἀνῆλθον εἰς 124 δραχμὰς ἐνῶ τοῦ Τριπλοῦ εἰς 438 δραχμάς. (955, 69, 1117, 171)
row-value: 45 (338, 146, 347, 155)
row-label: Φωσφορ. (211, 346, 242, 356)
row-value: — (379, 171, 387, 181)
row-value: — (379, 189, 387, 199)
tomorrow-note: ΑΥΡΙΟΝ : Η συνέχεια (579, 1931, 668, 1942)
row-value: 13,00 (137, 235, 156, 245)
sports-title: Η ΑΘΛΗΤΙΚΗ ΚΙΝΗΣΙΣ (975, 275, 1097, 286)
row-label: Ξεν. Ευ. (211, 217, 238, 227)
row-value: 2500 (113, 164, 131, 174)
power-address: Ὁδὸς Λουκιανοῦ 5 (1183, 1636, 1270, 1647)
banks-table (209, 109, 389, 155)
pill-title: ΓΥΡΙΖΩ—ΡΑΒΩ (1392, 1830, 1501, 1847)
row-label: 1925 Υδρ. (25, 155, 59, 165)
row-label: 1954 Δ. (25, 291, 50, 301)
tolmi-ad (23, 1780, 389, 1935)
table-row (23, 109, 203, 118)
power-body: Καλοῦνται οἱ κάτωθι καταναλωταὶ ἠλεκτρικοῦ ρεύματος ὅπως προσέλθουν εἰς τὰ γραφεῖα τῆς Ἐπιχειρήσεως πρὸς τακτοποίησιν τῶν λογαριασμῶν των ἄλλως θὰ διακοπῇ ἡ παροχὴ ρεύματος. 1) Κωνσταντινίδου Ἑλένη, ὁδὸς Ἀκαδημίας 21. 2) Παπαδόπουλος Νικόλαος, ὁδὸς Σόλωνος 15. 3) Γεωργίου Ἀντώνιος, ὁδὸς Πατησίων 47. (1120, 1664, 1333, 1764)
table-row (23, 137, 203, 146)
bottom-ads (398, 2053, 945, 2324)
elafiko-body-b: Οἱ μέτοχοι οἱ ἐπιθυμοῦντες νὰ λάβουν μέρος εἰς τὴν συνέλευσιν ὀφείλουν νὰ καταθέσουν τὰς μετοχάς των πέντε ἡμέρας πρὸ τῆς συνελεύσεως. Ἀθῆναι, 31 Μαρτίου 1956. Τὸ Διοικ. Συμβούλιον. (955, 1115, 1117, 1184)
ika-title: Η ΣΤΗΛΗ ΤΟΥ Ι.Κ.Α. (98, 918, 313, 944)
tolmi-ad-name: ΤΟΛΜΗ (64, 1813, 347, 1881)
table-row (209, 109, 389, 118)
row-value: 152,00 (133, 300, 156, 310)
row-value: 55 (333, 291, 341, 301)
row-label: Χρωμ. (211, 319, 232, 329)
drachma-loans-title: ΔΑΝΕΙΑ ΕΙΣ ΔΡΑΧΜΑΣ (23, 195, 203, 207)
row-value: — (193, 273, 201, 282)
weather-title: Ο ΚΑΙΡΟΣ (1198, 1460, 1255, 1472)
row-value: — (193, 164, 201, 174)
row-value: — (154, 183, 162, 193)
row-value: 5,99 (141, 319, 156, 329)
goutaki-brand: Γουτάκη (1387, 1682, 1507, 1714)
murder-title: ΕΦΟΝΕΥΣΕ ΔΙΑ ΜΑΧΑΙΡΑΣ ΤΗΝ ΝΕΑΡΑΝ ΣΥΖΥΓΟΝ ΤΟΥ ΕΝΩΠΙΟΝ ΤΟΥ ΤΕΚΝΟΥ ΤΩΝ ΙΣΧΥΡΙΖΟΜΕΝΟΣ ΟΤΙ ΑΥΤΗ ΤΟΝ ΗΠΑΤΑ (1142, 38, 1532, 101)
